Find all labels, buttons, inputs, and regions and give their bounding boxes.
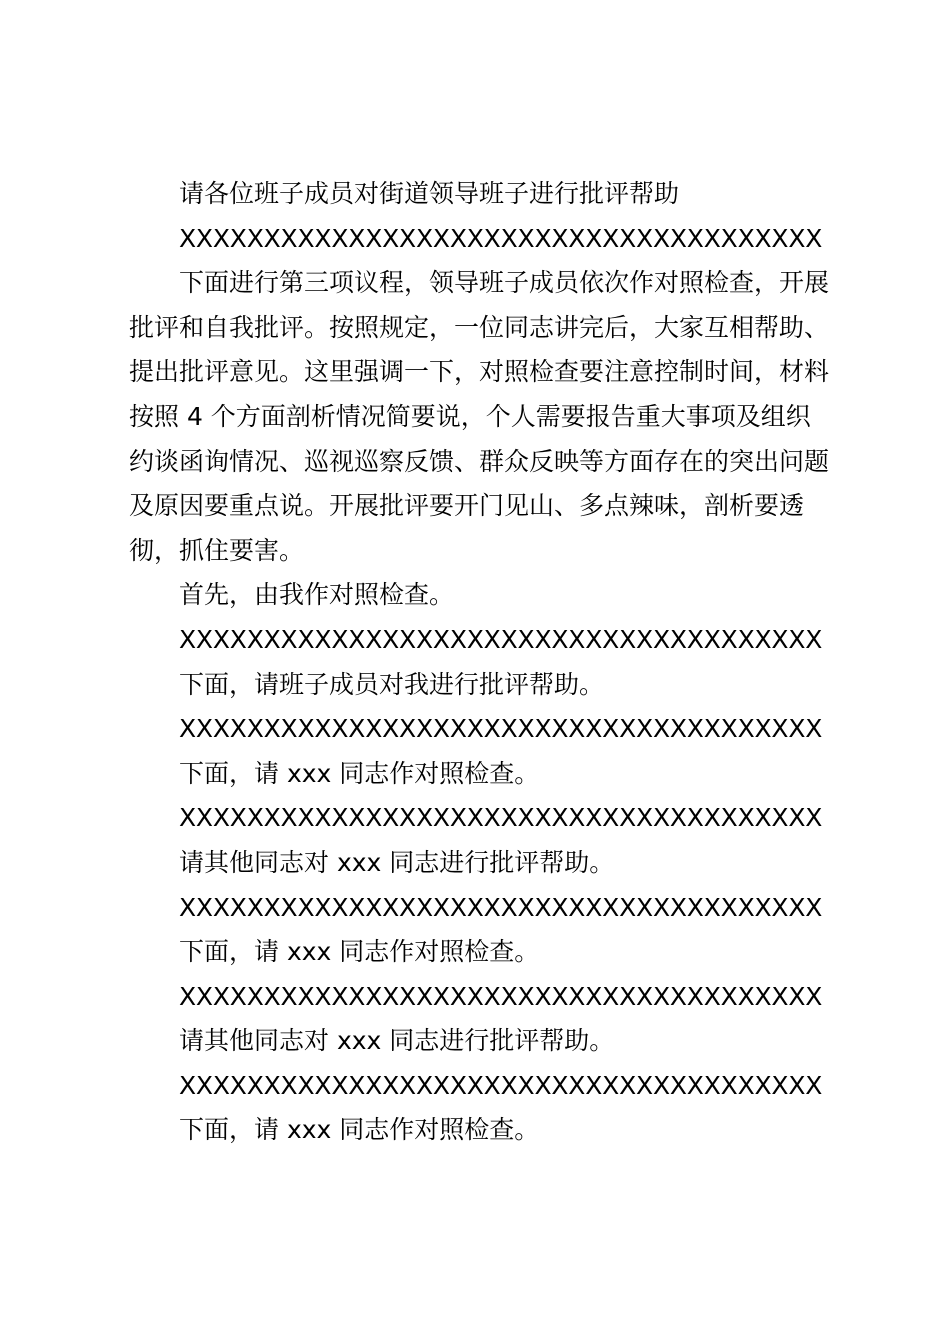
paragraph-self-review: 首先，由我作对照检查。 <box>179 580 455 610</box>
paragraph-comrade-review: 下面，请 xxx 同志作对照检查。 <box>179 1115 540 1145</box>
document-body <box>129 172 829 1153</box>
placeholder-line: XXXXXXXXXXXXXXXXXXXXXXXXXXXXXXXXXXXXXX <box>179 981 823 1011</box>
placeholder-line: XXXXXXXXXXXXXXXXXXXXXXXXXXXXXXXXXXXXXX <box>179 892 823 922</box>
paragraph-others-criticize: 请其他同志对 xxx 同志进行批评帮助。 <box>179 847 615 877</box>
paragraph-members-criticize-me: 下面，请班子成员对我进行批评帮助。 <box>179 669 605 699</box>
placeholder-line: XXXXXXXXXXXXXXXXXXXXXXXXXXXXXXXXXXXXXX <box>179 624 823 654</box>
paragraph-others-criticize: 请其他同志对 xxx 同志进行批评帮助。 <box>179 1026 615 1056</box>
placeholder-line: XXXXXXXXXXXXXXXXXXXXXXXXXXXXXXXXXXXXXX <box>179 803 823 833</box>
paragraph-agenda-item-three: 下面进行第三项议程，领导班子成员依次作对照检查，开展批评和自我批评。按照规定，一位同志讲完后，大家互相帮助、提出批评意见。这里强调一下，对照检查要注意控制时间，材料按照 4 个方面剖析情况简要说，个人需要报告重大事项及组织约谈函询情况、巡视巡察反馈、群众反映等方面存在的突出问题及原因要重点说。开展批评要开门见山、多点辣味，剖析要透彻，抓住要害。 <box>129 268 830 565</box>
placeholder-line: XXXXXXXXXXXXXXXXXXXXXXXXXXXXXXXXXXXXXX <box>179 1070 823 1100</box>
placeholder-line: XXXXXXXXXXXXXXXXXXXXXXXXXXXXXXXXXXXXXX <box>179 714 823 744</box>
paragraph-request-criticism: 请各位班子成员对街道领导班子进行批评帮助 <box>179 179 680 208</box>
paragraph-comrade-review: 下面，请 xxx 同志作对照检查。 <box>179 937 540 967</box>
paragraph-comrade-review: 下面，请 xxx 同志作对照检查。 <box>179 758 540 788</box>
placeholder-line: XXXXXXXXXXXXXXXXXXXXXXXXXXXXXXXXXXXXXX <box>179 223 823 253</box>
